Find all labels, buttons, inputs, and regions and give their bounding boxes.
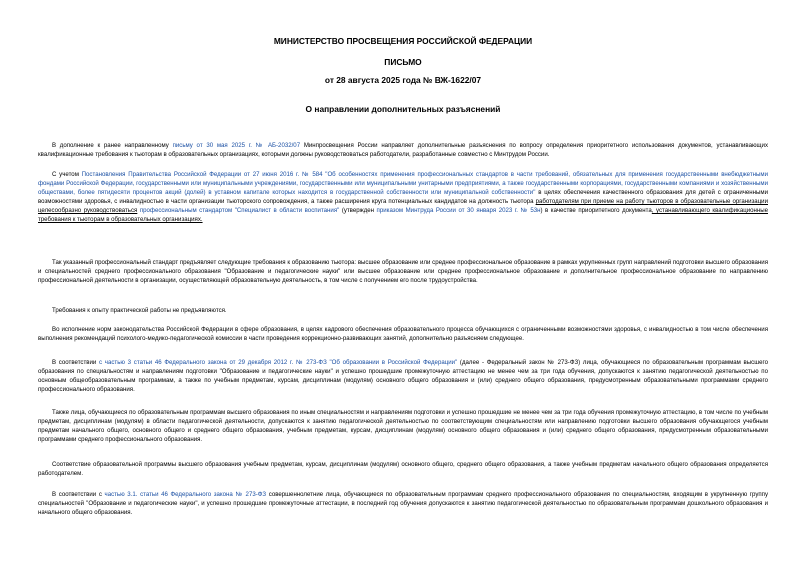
document-type: ПИСЬМО: [384, 57, 422, 67]
text-segment: Также лица, обучающиеся по образовательным программам высшего образования по иным специальностям и направлениям подготовки и успешно прошедшие не менее чем за три года обучения промежуточную аттестацию, в том числе по учебным предметам, дисциплинам (модулям) в области педагогической деятельности, допускаются к занятию педагогической деятельностью по соответствующим специальностям или направлению подготовки высшего образования обучающегося учебным предметам начального общего, основного общего и среднего общего образования, учебным предметам, курсам, дисциплинам (модулям) основного общего образования и (или) среднего общего образования, предусмотренным образовательными программами среднего профессионального образования.: [38, 409, 768, 444]
text-segment: Минпросвещения России направляет дополнительные разъяснения по вопросу определения приоритетного использования документов, устанавливающих квалификационные требования к тьюторам в образовательных организациях, которыми должны руководствоваться работодатели, разработанные совместно с Минтрудом России.: [38, 142, 768, 159]
text-segment: В соответствии: [52, 359, 100, 366]
paragraph-experience: [38, 306, 768, 315]
link-professional-standard[interactable]: профессиональным стандартом "Специалист в области воспитания": [137, 207, 340, 215]
text-segment: ) в качестве приоритетного документа: [540, 207, 652, 215]
text-segment: С учетом: [52, 171, 82, 178]
paragraph-professional-standard: [38, 170, 768, 225]
paragraph-legislation: [38, 325, 768, 343]
link-mintrud-order-53n[interactable]: приказом Минтруда России от 30 января 2023 г. № 53н: [376, 207, 541, 215]
text-segment: (утвержден: [339, 207, 377, 215]
link-federal-law-273-part3[interactable]: с частью 3 статьи 46 Федерального закона от 29 декабря 2012 г. № 273-ФЗ "Об образовании в Российской Федерации": [99, 359, 458, 366]
text-segment: В соответствии с: [52, 491, 105, 498]
paragraph-other-specialties: [38, 408, 768, 444]
document-subject: О направлении дополнительных разъяснений: [305, 104, 501, 114]
paragraph-intro: [38, 141, 768, 159]
text-segment: (далее - Федеральный закон № 273-ФЗ) лица, обучающиеся по образовательным программам высшего образования по специальностям и направлениям подготовки "Образование и педагогические науки" и успешно прошедшие промежуточную аттестацию не менее чем за три года обучения, допускаются к занятию педагогической деятельностью по основным общеобразовательным программам, а также по учебным предметам, курсам, дисциплинам (модулям) основного общего образования и (или) среднего общего образования, предусмотренным образовательными программами среднего профессионального образования.: [38, 359, 768, 394]
text-segment: В дополнение к ранее направленному: [52, 142, 173, 149]
text-segment: Так указанный профессиональный стандарт предъявляет следующие требования к образованию тьютора: высшее образование или среднее профессиональное образование в рамках укрупненных групп направлений подготовки высшего образования и специальностей среднего профессионального образования "Образование и педагогические науки" или высшее образование или среднее профессиональное образование и дополнительное профессиональное образование по направлению профессиональной деятельности в организации, осуществляющей образовательную деятельность, в том числе с получением его после трудоустройства.: [38, 259, 768, 285]
text-segment: в целях обеспечения качественного образования для детей с ограниченными возможностями здоровья, с инвалидностью в части организации тьюторского сопровождения, а также расширения круга потенциальных кандидатов на должность тьютора: [38, 189, 768, 206]
paragraph-part3-article46: [38, 358, 768, 394]
text-segment: Во исполнение норм законодательства Российской Федерации в сфере образования, в целях кадрового обеспечения образовательного процесса обучающихся с ограниченными возможностями здоровья, с инвалидностью в том числе обеспечения выполнения рекомендаций психолого-медико-педагогической комиссии в части проведения коррекционно-развивающих занятий, дополнительно разъясняем следующее.: [38, 326, 768, 343]
text-segment: Требования к опыту практической работы не предъявляются.: [52, 307, 227, 314]
ministry-heading: МИНИСТЕРСТВО ПРОСВЕЩЕНИЯ РОССИЙСКОЙ ФЕДЕРАЦИИ: [273, 36, 533, 46]
paragraph-part3-1-article46: [38, 490, 768, 517]
text-segment: Соответствие образовательной программы высшего образования учебным предметам, курсам, дисциплинам (модулям) основного общего, среднего общего образования, а также учебным предметам начального общего образования определяется работодателем.: [38, 461, 768, 478]
document-date-number: от 28 августа 2025 года № ВЖ-1622/07: [324, 75, 482, 85]
text-segment: совершеннолетние лица, обучающиеся по образовательным программам среднего профессионального образования по специальностям, входящим в укрупненную группу специальностей "Образование и педагогические науки", и успешно прошедшие промежуточные аттестации, в последний год обучения допускаются к занятию педагогической деятельностью по образовательным программам дошкольного образования и начального общего образования.: [38, 491, 769, 517]
link-letter-ab-2032[interactable]: письму от 30 мая 2025 г. № АБ-2032/07: [172, 142, 301, 149]
underlined-text: работодателям при приеме на работу тьюторов в образовательные организации целесообразно руководствоваться: [38, 198, 768, 215]
link-federal-law-273-part3-1[interactable]: частью 3.1. статьи 46 Федерального закона № 273-ФЗ: [104, 491, 267, 498]
paragraph-employer-determines: [38, 460, 768, 478]
paragraph-education-requirements: [38, 258, 768, 285]
link-government-decree-584[interactable]: Постановления Правительства Российской Федерации от 27 июня 2016 г. № 584 "Об особенностях применения профессиональных стандартов в части требований, обязательных для применения государственными внебюджетными фондами Российской Федерации, государственными или муниципальными учреждениями, государственными или муниципальными унитарными предприятиями, а также государственными корпорациями, государственными компаниями и хозяйственными обществами, более пятидесяти процентов акций (долей) в уставном капитале которых находится в государственной собственности или муниципальной собственности": [38, 171, 768, 197]
underlined-text: , устанавливающего квалификационные требования к тьюторам в образовательных организациях.: [38, 207, 768, 224]
